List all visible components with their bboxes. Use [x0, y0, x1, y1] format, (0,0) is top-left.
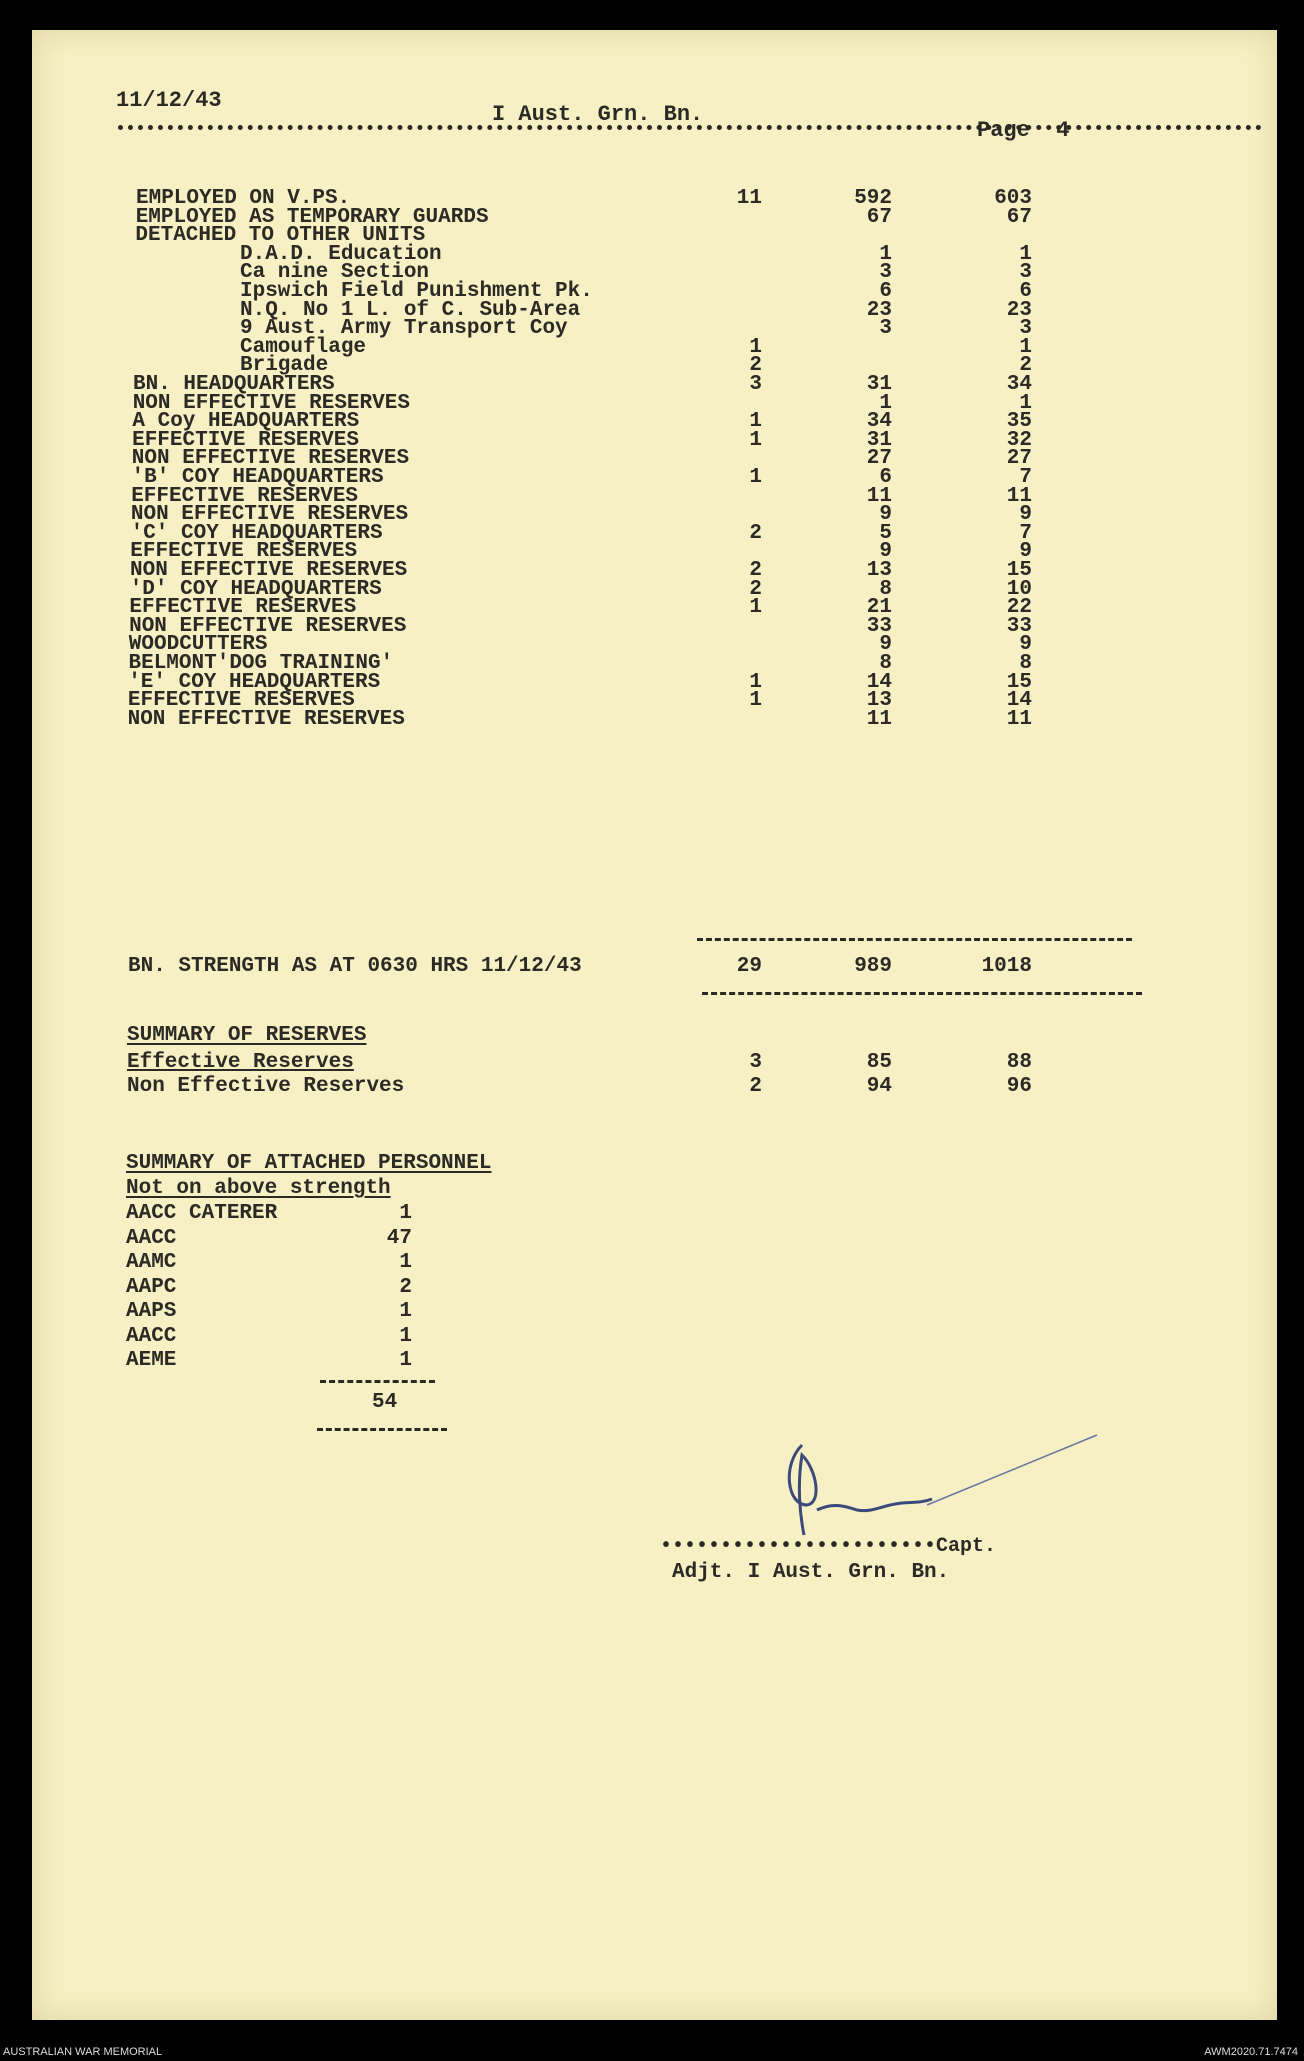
row-col1: 2	[749, 559, 762, 582]
row-col2: 8	[879, 577, 892, 601]
row-label: N.Q. No 1 L. of C. Sub-Area	[240, 298, 581, 322]
row-col1: 1	[749, 670, 762, 694]
footer-source: AUSTRALIAN WAR MEMORIAL	[3, 2046, 163, 2058]
row-col2: 1	[879, 391, 892, 415]
attached-row	[32, 1325, 1277, 1351]
row-col2: 33	[866, 614, 892, 638]
row-label: A Coy HEADQUARTERS	[132, 410, 360, 434]
reserve-row	[32, 1075, 1277, 1101]
row-label: NON EFFECTIVE RESERVES	[131, 447, 410, 471]
row-label: DETACHED TO OTHER UNITS	[135, 224, 426, 248]
row-col1: 2	[749, 354, 762, 378]
attached-rule-bottom	[317, 1428, 447, 1431]
row-label: EMPLOYED ON V.PS.	[136, 187, 351, 210]
row-col1: 1	[749, 689, 762, 713]
row-col3: 7	[1019, 466, 1032, 489]
attached-row	[32, 1251, 1277, 1277]
row-col2: 31	[866, 373, 892, 396]
row-col2: 9	[879, 503, 892, 527]
row-col2: 13	[866, 559, 892, 582]
attached-row	[32, 1202, 1277, 1228]
row-col3: 32	[1006, 428, 1032, 452]
row-col2: 9	[879, 633, 892, 657]
row-col1: 1	[749, 428, 762, 452]
row-col1: 1	[749, 466, 762, 489]
attached-label: AAPC	[126, 1275, 177, 1299]
total-rule-top	[697, 938, 1132, 941]
row-col2: 6	[879, 280, 892, 303]
attached-label: AACC	[126, 1226, 177, 1250]
reserve-col1: 3	[749, 1051, 762, 1074]
row-col3: 33	[1006, 614, 1032, 638]
row-col3: 1	[1019, 335, 1032, 359]
row-label: EMPLOYED AS TEMPORARY GUARDS	[135, 205, 489, 229]
attached-value: 1	[399, 1300, 412, 1323]
row-label: BN. HEADQUARTERS	[133, 373, 335, 396]
attached-label: AACC CATERER	[126, 1202, 278, 1225]
row-col2: 8	[879, 652, 892, 675]
row-label: EFFECTIVE RESERVES	[130, 540, 358, 564]
attached-label: AACC	[126, 1324, 177, 1348]
row-col2: 67	[866, 205, 892, 229]
row-col1: 1	[749, 410, 762, 434]
row-col2: 9	[879, 540, 892, 564]
row-col3: 35	[1006, 410, 1032, 434]
row-col2: 11	[866, 707, 892, 731]
row-col3: 11	[1006, 484, 1032, 508]
row-col3: 3	[1019, 317, 1032, 341]
row-label: EFFECTIVE RESERVES	[129, 596, 357, 620]
attached-value: 47	[386, 1226, 412, 1250]
row-label: D.A.D. Education	[240, 242, 442, 266]
row-col3: 34	[1006, 373, 1032, 396]
row-col3: 14	[1006, 689, 1032, 713]
row-label: 'E' COY HEADQUARTERS	[128, 670, 381, 694]
row-col2: 3	[879, 317, 892, 341]
row-col3: 67	[1006, 205, 1032, 229]
row-label: Ca nine Section	[240, 261, 430, 285]
row-col1: 1	[749, 596, 762, 620]
attached-value: 1	[399, 1202, 412, 1225]
row-label: BELMONT'DOG TRAINING'	[128, 652, 394, 675]
attached-row	[32, 1349, 1277, 1375]
strength-col1: 29	[736, 955, 762, 978]
row-label: NON EFFECTIVE RESERVES	[127, 707, 405, 731]
reserve-col1: 2	[749, 1075, 762, 1098]
archive-footer	[0, 2043, 1304, 2061]
summary-attached-subtitle: Not on above strength	[126, 1177, 391, 1200]
row-col3: 2	[1019, 354, 1032, 378]
row-col3: 23	[1006, 298, 1032, 322]
row-col3: 603	[994, 187, 1032, 210]
row-col2: 3	[879, 261, 892, 285]
row-col3: 11	[1006, 707, 1032, 731]
reserve-col2: 94	[866, 1075, 892, 1098]
reserve-label: Effective Reserves	[127, 1051, 354, 1074]
row-label: EFFECTIVE RESERVES	[127, 689, 355, 713]
document-page	[32, 30, 1277, 2020]
row-label: NON EFFECTIVE RESERVES	[129, 614, 407, 638]
row-col3: 15	[1006, 670, 1032, 694]
reserve-col3: 88	[1006, 1051, 1032, 1074]
row-col3: 27	[1006, 447, 1032, 471]
row-col3: 8	[1019, 652, 1032, 675]
row-col2: 34	[866, 410, 892, 434]
row-col2: 13	[866, 689, 892, 713]
row-col2: 21	[866, 596, 892, 620]
attached-label: AEME	[126, 1349, 177, 1372]
row-col1: 2	[749, 577, 762, 601]
attached-value: 1	[399, 1251, 412, 1274]
header-dotted-rule	[118, 125, 1262, 130]
row-col1: 3	[749, 373, 762, 396]
row-col3: 7	[1019, 521, 1032, 545]
row-col2: 14	[866, 670, 892, 694]
row-label: Ipswich Field Punishment Pk.	[240, 280, 593, 303]
row-label: WOODCUTTERS	[128, 633, 268, 657]
attached-total: 54	[372, 1391, 398, 1414]
row-label: Camouflage	[240, 335, 367, 359]
summary-attached-title: SUMMARY OF ATTACHED PERSONNEL	[126, 1152, 492, 1175]
row-col2: 27	[866, 447, 892, 471]
attached-label: AAPS	[126, 1300, 177, 1323]
row-label: NON EFFECTIVE RESERVES	[130, 503, 409, 527]
header-date: 11/12/43	[116, 88, 222, 113]
row-label: EFFECTIVE RESERVES	[131, 484, 359, 508]
reserve-col3: 96	[1006, 1075, 1032, 1098]
row-col3: 9	[1019, 633, 1032, 657]
row-col3: 1	[1019, 242, 1032, 266]
row-col3: 9	[1019, 540, 1032, 564]
row-col3: 6	[1019, 280, 1032, 303]
row-label: NON EFFECTIVE RESERVES	[132, 391, 410, 415]
reserve-row	[32, 1051, 1277, 1077]
row-col3: 15	[1006, 559, 1032, 582]
row-col3: 3	[1019, 261, 1032, 285]
strength-total-row	[32, 955, 1277, 981]
row-col2: 23	[866, 298, 892, 322]
row-col1: 1	[749, 335, 762, 359]
attached-value: 1	[399, 1349, 412, 1372]
footer-reference: AWM2020.71.7474	[1204, 2046, 1298, 2058]
table-row	[32, 708, 1277, 734]
signature-mark	[762, 1425, 1132, 1545]
row-col3: 22	[1006, 596, 1032, 620]
reserve-label: Non Effective Reserves	[127, 1075, 405, 1098]
row-col3: 9	[1019, 503, 1032, 527]
header-unit: I Aust. Grn. Bn.	[492, 102, 704, 127]
signature-title: Adjt. I Aust. Grn. Bn.	[672, 1561, 950, 1584]
summary-reserves-title: SUMMARY OF RESERVES	[127, 1024, 367, 1047]
row-label: 'D' COY HEADQUARTERS	[129, 577, 382, 601]
row-col1: 11	[736, 187, 762, 210]
row-col2: 592	[854, 187, 892, 210]
attached-rule-top	[320, 1380, 435, 1383]
row-col3: 1	[1019, 391, 1032, 415]
row-col2: 1	[879, 242, 892, 266]
row-col2: 5	[879, 521, 892, 545]
strength-col3: 1018	[981, 955, 1032, 978]
row-label: Brigade	[240, 354, 329, 378]
total-rule-bottom	[702, 992, 1142, 995]
row-label: NON EFFECTIVE RESERVES	[130, 559, 408, 582]
row-label: 'C' COY HEADQUARTERS	[130, 521, 383, 545]
row-col2: 6	[879, 466, 892, 489]
attached-row	[32, 1276, 1277, 1302]
row-col3: 10	[1006, 577, 1032, 601]
header-page: Page 4	[977, 118, 1070, 143]
signature-line: •••••••••••••••••••••••Capt.	[660, 1535, 997, 1558]
row-col2: 31	[866, 428, 892, 452]
reserve-col2: 85	[866, 1051, 892, 1074]
attached-value: 2	[399, 1275, 412, 1299]
row-col2: 11	[866, 484, 892, 508]
attached-row	[32, 1300, 1277, 1326]
row-label: 'B' COY HEADQUARTERS	[131, 466, 384, 489]
row-label: 9 Aust. Army Transport Coy	[240, 317, 568, 341]
row-label: EFFECTIVE RESERVES	[132, 428, 359, 452]
row-col1: 2	[749, 521, 762, 545]
attached-row	[32, 1227, 1277, 1253]
strength-label: BN. STRENGTH AS AT 0630 HRS 11/12/43	[128, 955, 582, 978]
strength-col2: 989	[854, 955, 892, 978]
attached-label: AAMC	[126, 1251, 177, 1274]
attached-value: 1	[399, 1324, 412, 1348]
